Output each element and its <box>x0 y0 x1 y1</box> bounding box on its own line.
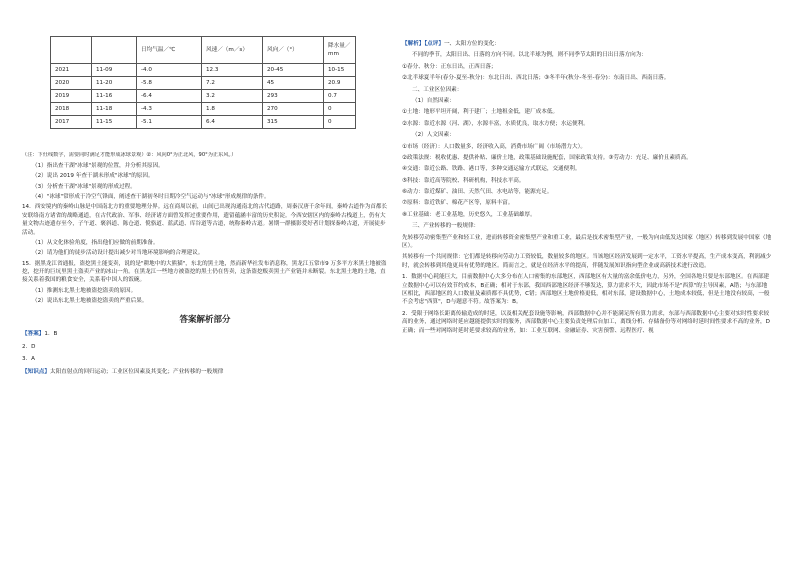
knowledge-points <box>22 368 388 376</box>
analysis-line: ②北半球夏半年(春分-夏至-秋分)：东北日出、西北日落；③冬半年(秋分-冬至-春分)：东南日出、西南日落。 <box>402 75 670 82</box>
climate-table <box>50 36 356 129</box>
knowledge-tag: 【知识点】 <box>22 368 50 375</box>
table-cell: -5.8 <box>137 77 202 90</box>
explanation-2: 2．受限于网络长距离传输造成的时延，以及相关配套设施等影响，西部数据中心并不能满足所有算力需求，东部与西部数据中心主要对实时性要求较高的业务，通过网络时延应越能提供实时的服务，西部数据中心主要负责处理后台加工，离线分析、存储备份等对网络时延时间性要求不高的业务，D正确；而一些对网络时延时延要求较高的业务，如：工业互联网、金融证券、灾害预警、远程医疗、视 <box>402 310 770 334</box>
analysis-line: ①土地：地形平坦开阔，利于建厂；土地租金低，建厂成本低。 <box>402 109 559 116</box>
analysis-line: ⑥动力：靠近煤矿、油田、天然气田、水电站等，能源充足。 <box>402 189 553 196</box>
table-row <box>51 90 356 103</box>
table-header-cell: 风向／（°） <box>263 37 324 64</box>
analysis-paragraph: 先转移劳动密集型产业和轻工业，进而转移资金密集型产业和重工业，最后是技术密集型产业，一般为向由低发达国家（地区）转移到发展中国家（地区）。 <box>402 234 772 250</box>
analysis-line: ②政策法规：税收优惠、提供补贴、廉价土地，政策基础设施配套，国家政策支持。③劳动力：充足、廉价且素质高。 <box>402 154 692 161</box>
analysis-line: ①市场（经济）：人口数量多，经济收入高，消费市场广阔（市场潜力大）。 <box>402 143 587 150</box>
table-cell: 12.3 <box>202 64 263 77</box>
table-cell: 45 <box>263 77 324 90</box>
answer-1 <box>22 330 388 338</box>
table-note: （注：下灶线数字，需要同时满足才能形成冰球景观）②：风向0°为正北风，90°为正东风。） <box>22 152 237 158</box>
table-cell: 293 <box>263 90 324 103</box>
table-cell: 7.2 <box>202 77 263 90</box>
table-header-row <box>51 37 356 64</box>
table-cell: -4.3 <box>137 103 202 116</box>
table-cell: 11-09 <box>92 64 137 77</box>
knowledge-text: 太阳直射点的回归运动；工业区位因素及其变化；产业转移的一般规律 <box>49 368 224 375</box>
explanation-1: 1．数据中心耗能巨大，目前数据中心大多分布在人口密集的东部地区，西部地区有大量的富余低价电力，另外，全国各地只要是东部地区。在西部建立数据中心可以有效节约成本，B正确；相对于东部，我国西部地区经济不够发达，算力需求不大，因此市场不是"西算"的主导因素，A错；与东部地区相比，西部地区的人口数量及素质都不具优势，C错；西部地区土地价格更低，相对东部，建设数据中心，土地成本较低，但是土地没有较高，一般不会考虑"西算"，D与题意不符。故答案为：B。 <box>402 274 770 306</box>
table-cell: 2018 <box>51 103 92 116</box>
table-cell: 20-45 <box>263 64 324 77</box>
table-cell: 11-16 <box>92 90 137 103</box>
table-row <box>51 64 356 77</box>
answer-3: 3．A <box>22 356 35 363</box>
table-cell: 2020 <box>51 77 92 90</box>
answer-value: 1．B <box>44 331 58 338</box>
table-cell: 0 <box>324 103 356 116</box>
question-14-1: （1）从文化体验角度，指出他们应做的前期准备。 <box>32 239 159 246</box>
table-cell: 20.9 <box>324 77 356 90</box>
analysis-line: ⑤科技：靠近高等院校、科研机构，科技水平高。 <box>402 177 525 184</box>
analysis-line: （2）人文因素： <box>412 132 455 139</box>
table-row <box>51 77 356 90</box>
analysis-line: ①春分、秋分：正东日出，正西日落； <box>402 63 497 70</box>
table-header-cell: 日均气温／℃ <box>137 37 202 64</box>
question-13-3: （3）分析查干湖"冰球"景观的形成过程。 <box>32 183 136 190</box>
table-header-cell <box>51 37 92 64</box>
left-column <box>22 152 388 376</box>
answer-2: 2．D <box>22 343 36 350</box>
table-row <box>51 103 356 116</box>
analysis-line: ④交通：靠近公路、铁路、港口等，多种交通运输方式联运，交通便利。 <box>402 166 581 173</box>
table-cell: 1.8 <box>202 103 263 116</box>
question-15-2: （2）说出东北黑土地被盗挖盗卖的严重后果。 <box>32 298 148 305</box>
table-cell: -5.1 <box>137 116 202 129</box>
analysis-line: 二、工业区位因素： <box>412 86 463 93</box>
table-row <box>51 116 356 129</box>
table-cell: -4.0 <box>137 64 202 77</box>
analysis-head-text: 一、太阳方位的变化： <box>443 41 500 47</box>
analysis-line: ⑦原料：靠近铁矿、棉花产区等，原料丰富。 <box>402 200 514 207</box>
question-13-2: （2）说出 2019 年查干湖未形成"冰球"的原因。 <box>32 173 154 180</box>
analysis-line: 不同的季节，太阳日出、日落的方向不同。以北半球为例，则不同季节太阳的日出日落方向为： <box>412 52 647 59</box>
question-13-1: （1）指出查干湖"冰球"景观的位置，并分析其原因。 <box>32 162 164 169</box>
table-cell: 0 <box>324 116 356 129</box>
table-cell: 11-15 <box>92 116 137 129</box>
answers-section-title: 答案解析部分 <box>179 314 231 325</box>
table-cell: 2017 <box>51 116 92 129</box>
table-header-cell <box>92 37 137 64</box>
analysis-line: （1）自然因素： <box>412 97 455 104</box>
question-15-stem: 15．据黑龙江省通报，盗挖黑土能变卖，说的是"耕地中的大熊猫"，东北的黑土地，然而新华社发布消息称，黑龙江五常市9 万多平方米黑土地被盗挖，挖开的巨坑里黑土盗卖产业的冰山一角。在黑龙江一些地方被盗挖的黑土仍在售卖，这条盗挖贩卖黑土产业链并未断裂。东北黑土地的土地，直接关系着我国的粮食安全，关系着中国人的饭碗。 <box>22 260 387 284</box>
table-cell: 315 <box>263 116 324 129</box>
analysis-line: ②水源：靠近水源（河、湖），水源丰富，水质优良，取水方便；水运便利。 <box>402 120 589 127</box>
question-14-stem: 14．西安境内的秦岭山脉是中国南北方的重要地理分界。远在商周以前，山间已出现沟通南北的古代道路，周秦汉唐千余年间，秦岭古道作为首都长安联络南方诸省的战略通道，在古代政治、军事、经济诸方面曾发挥过重要作用，遗留蕴涵丰富的历史积淀。今西安辖区内的秦岭古栈道上，仍有大量文物古迹遗存至今，子午道、褒斜道、陈仓道、傥骆道、蓝武道、库谷道等古道，统称秦岭古道。暑期一群摄影爱好者计划探秦岭古道，开展徒步活动。 <box>22 204 388 236</box>
table-cell: 2021 <box>51 64 92 77</box>
table-cell: 6.4 <box>202 116 263 129</box>
table-header-cell: 风速／（m／s） <box>202 37 263 64</box>
analysis-line: 三、产业转移的一般规律： <box>412 223 480 230</box>
right-column <box>402 40 772 335</box>
analysis-line: ⑧工业基础：老工业基地，历史悠久，工业基础雄厚。 <box>402 211 536 218</box>
table-cell: 11-18 <box>92 103 137 116</box>
answer-tag: 【答案】 <box>22 331 45 338</box>
table-header-cell: 降水量／mm <box>324 37 356 64</box>
table-cell: 0.7 <box>324 90 356 103</box>
table-cell: -6.4 <box>137 90 202 103</box>
analysis-paragraph: 其转移有一个共同规律：它们都是转移向劳动力工资较低，数量较多的地区。当该地区经济发展到一定水平，工资水平提高，生产成本变高，利润减少时，就会转移到其他更具有优势的地区。简而言之，就是在经济水平的提高，伴随发展知识指向型企业或高新技术进行改造。 <box>402 254 772 269</box>
table-cell: 10-15 <box>324 64 356 77</box>
table-cell: 3.2 <box>202 90 263 103</box>
table-cell: 270 <box>263 103 324 116</box>
table-cell: 2019 <box>51 90 92 103</box>
table-cell: 11-20 <box>92 77 137 90</box>
question-15-1: （1）推测东北黑土地被盗挖盗卖的原因。 <box>32 287 137 294</box>
question-14-2: （2）请为他们的徒步活动设计提出减少对当地环境影响的合理建议。 <box>32 250 204 257</box>
analysis-tag: 【解析】【点评】 <box>402 41 444 47</box>
analysis-heading <box>402 40 772 48</box>
question-13-4: （4）"冰球"常形成于冷空气锋面，阐述查干湖初冬时日期冷空气运动与"冰球"形成规律的条件。 <box>32 193 270 200</box>
